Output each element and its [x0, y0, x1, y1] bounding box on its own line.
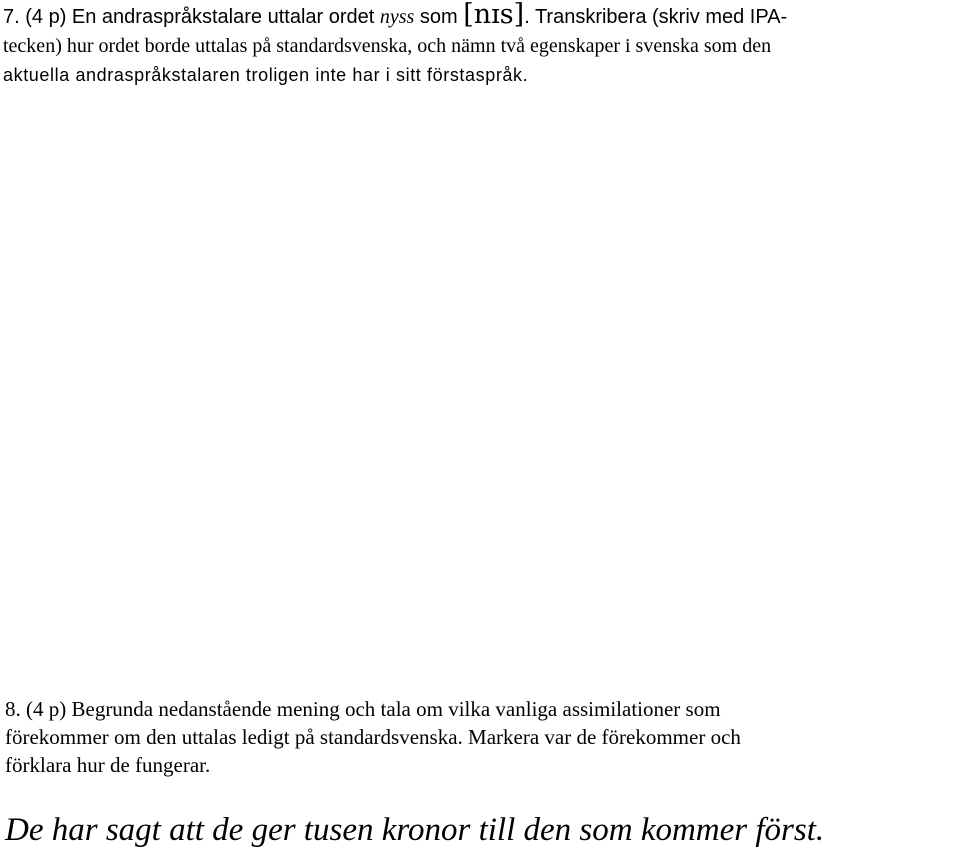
- question-7-line-2: tecken) hur ordet borde uttalas på standardsvenska, och nämn två egenskaper i svenska som den: [3, 35, 772, 57]
- ipa-transcription: [nɪs]: [463, 0, 525, 30]
- question-7-suffix: . Transkribera (skriv med IPA-: [524, 6, 788, 28]
- question-7-mid: som: [414, 6, 464, 28]
- example-word: nyss: [379, 6, 415, 28]
- question-8: [5, 695, 955, 779]
- question-8-line-2: förekommer om den uttalas ledigt på standardsvenska. Markera var de förekommer och: [5, 725, 741, 749]
- question-8-line-3: förklara hur de fungerar.: [5, 753, 211, 777]
- question-8-line-1: 8. (4 p) Begrunda nedanstående mening och tala om vilka vanliga assimilationer som: [5, 697, 721, 721]
- question-7-line-1: [3, 0, 958, 32]
- question-7-prefix: 7. (4 p) En andraspråkstalare uttalar ordet: [3, 6, 380, 28]
- question-7: [3, 0, 958, 90]
- question-7-line-3: aktuella andraspråkstalaren troligen inte har i sitt förstaspråk.: [3, 65, 529, 85]
- example-sentence: De har sagt att de ger tusen kronor till den som kommer först.: [5, 812, 825, 848]
